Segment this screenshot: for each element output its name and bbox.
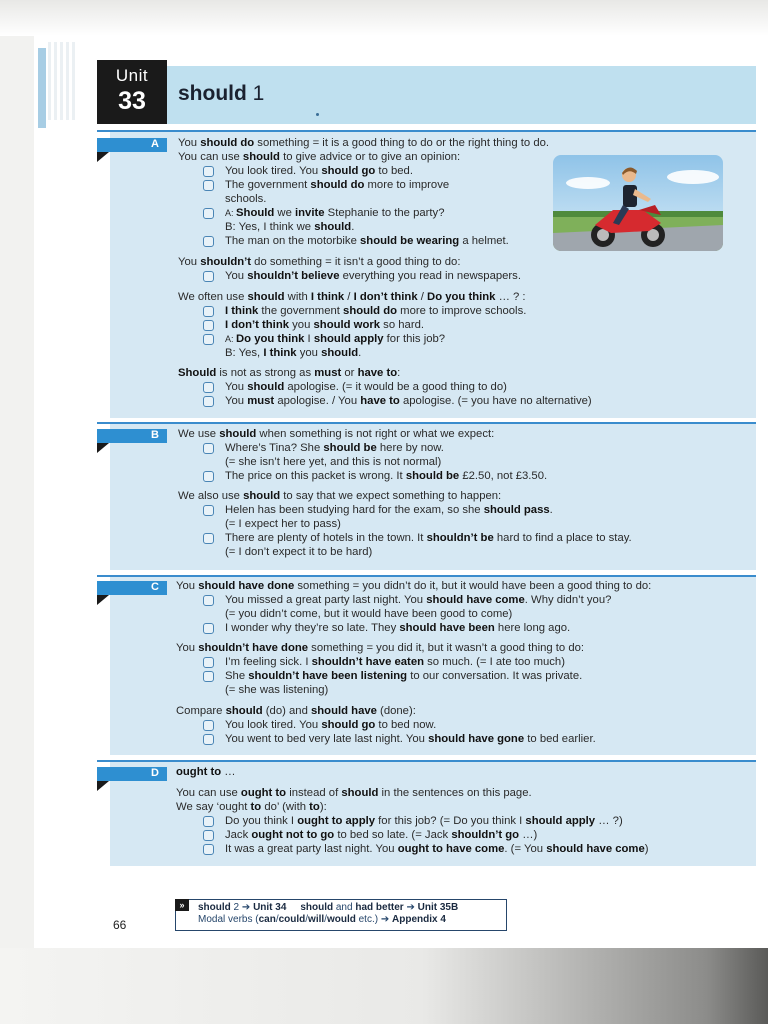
a-example-8b: B: Yes, I think you should.: [225, 347, 362, 359]
c-example-1: You missed a great party last night. You should have come. Why didn’t you?: [225, 594, 612, 606]
c-example-4: She shouldn’t have been listening to our conversation. It was private.: [225, 670, 583, 682]
a-example-3b: B: Yes, I think we should.: [225, 221, 355, 233]
tape-sticker: [48, 42, 78, 120]
unit-badge: [97, 60, 167, 124]
c-line-2: You shouldn’t have done something = you did it, but it wasn’t a good thing to do:: [176, 642, 585, 654]
section-a-rule: [97, 130, 756, 132]
page-number: 66: [113, 918, 127, 932]
checkbox[interactable]: [203, 720, 214, 731]
section-a-marker: [97, 152, 109, 162]
title-dot: [316, 113, 319, 116]
checkbox[interactable]: [203, 396, 214, 407]
a-line-think: We often use should with I think / I don’t think / Do you think … ? :: [178, 291, 526, 303]
c-example-3: I’m feeling sick. I shouldn’t have eaten so much. (= I ate too much): [225, 656, 565, 668]
a-line-shouldnt: You shouldn’t do something = it isn’t a good thing to do:: [178, 256, 461, 268]
d-example-2: Jack ought not to go to bed so late. (= Jack shouldn’t go …): [225, 829, 538, 841]
a-line-strength: Should is not as strong as must or have to:: [178, 367, 401, 379]
checkbox[interactable]: [203, 236, 214, 247]
checkbox[interactable]: [203, 271, 214, 282]
a-example-10: You must apologise. / You have to apologise. (= you have no alternative): [225, 395, 592, 407]
checkbox[interactable]: [203, 533, 214, 544]
section-b-rule: [97, 422, 756, 424]
a-example-8a: A: Do you think I should apply for this job?: [225, 333, 446, 345]
section-c-marker: [97, 595, 109, 605]
section-b-marker: [97, 443, 109, 453]
checkbox[interactable]: [203, 505, 214, 516]
b-line-2: We also use should to say that we expect something to happen:: [178, 490, 502, 502]
a-example-7: I don’t think you should work so hard.: [225, 319, 425, 331]
c-example-1-note: (= you didn’t come, but it would have been good to come): [225, 608, 513, 620]
a-example-5: You shouldn’t believe everything you read in newspapers.: [225, 270, 521, 282]
a-example-2: The government should do more to improve: [225, 179, 450, 191]
b-example-4: There are plenty of hotels in the town. It shouldn’t be hard to find a place to stay.: [225, 532, 632, 544]
checkbox[interactable]: [203, 180, 214, 191]
a-example-4: The man on the motorbike should be wearing a helmet.: [225, 235, 509, 247]
checkbox[interactable]: [203, 830, 214, 841]
c-example-6: You went to bed very late last night. You should have gone to bed earlier.: [225, 733, 596, 745]
checkbox[interactable]: [203, 166, 214, 177]
a-example-2-cont: schools.: [225, 193, 267, 205]
b-example-1: Where’s Tina? She should be here by now.: [225, 442, 444, 454]
section-d-label: D: [97, 767, 167, 781]
double-arrow-icon: »: [175, 899, 189, 911]
checkbox[interactable]: [203, 671, 214, 682]
unit-number: 33: [118, 87, 146, 115]
scan-top-shadow: [0, 0, 768, 36]
checkbox[interactable]: [203, 734, 214, 745]
d-example-1: Do you think I ought to apply for this job? (= Do you think I should apply … ?): [225, 815, 623, 827]
checkbox[interactable]: [203, 208, 214, 219]
a-line-2: You can use should to give advice or to give an opinion:: [178, 151, 461, 163]
d-example-3: It was a great party last night. You ought to have come. (= You should have come): [225, 843, 649, 855]
section-d-marker: [97, 781, 109, 791]
checkbox[interactable]: [203, 595, 214, 606]
c-line-1: You should have done something = you didn’t do it, but it would have been a good thing to do:: [176, 580, 652, 592]
a-example-6: I think the government should do more to improve schools.: [225, 305, 527, 317]
a-line-1: You should do something = it is a good thing to do or the right thing to do.: [178, 137, 550, 149]
page-edge-strip: [38, 48, 46, 128]
d-line-2: We say ‘ought to do’ (with to):: [176, 801, 327, 813]
motorbike-illustration: [553, 155, 723, 251]
d-line-1: You can use ought to instead of should in the sentences on this page.: [176, 787, 532, 799]
b-line-1: We use should when something is not right or what we expect:: [178, 428, 495, 440]
c-example-5: You look tired. You should go to bed now.: [225, 719, 437, 731]
ref-line-1[interactable]: should 2 ➔ Unit 34 should and had better ➔ Unit 35B: [198, 902, 459, 913]
b-example-1-note: (= she isn’t here yet, and this is not normal): [225, 456, 442, 468]
checkbox[interactable]: [203, 623, 214, 634]
section-a-label: A: [97, 138, 167, 152]
checkbox[interactable]: [203, 844, 214, 855]
b-example-4-note: (= I don’t expect it to be hard): [225, 546, 373, 558]
checkbox[interactable]: [203, 382, 214, 393]
c-example-2: I wonder why they’re so late. They should have been here long ago.: [225, 622, 571, 634]
checkbox[interactable]: [203, 816, 214, 827]
scan-bottom-shadow: [0, 948, 768, 1024]
checkbox[interactable]: [203, 320, 214, 331]
a-example-9: You should apologise. (= it would be a good thing to do): [225, 381, 507, 393]
section-c-rule: [97, 575, 756, 577]
unit-word: Unit: [115, 66, 149, 85]
section-d-rule: [97, 760, 756, 762]
a-example-1: You look tired. You should go to bed.: [225, 165, 413, 177]
ref-line-2[interactable]: Modal verbs (can/could/will/would etc.) ➔ Appendix 4: [198, 914, 446, 925]
checkbox[interactable]: [203, 471, 214, 482]
c-example-4-note: (= she was listening): [225, 684, 329, 696]
a-example-3a: A: Should we invite Stephanie to the party?: [225, 207, 445, 219]
checkbox[interactable]: [203, 306, 214, 317]
checkbox[interactable]: [203, 443, 214, 454]
page-title: should 1: [178, 82, 265, 105]
checkbox[interactable]: [203, 334, 214, 345]
section-c-label: C: [97, 581, 167, 595]
d-heading: ought to …: [176, 766, 236, 778]
c-line-3: Compare should (do) and should have (done):: [176, 705, 416, 717]
b-example-3-note: (= I expect her to pass): [225, 518, 341, 530]
b-example-3: Helen has been studying hard for the exam, so she should pass.: [225, 504, 553, 516]
section-b-label: B: [97, 429, 167, 443]
checkbox[interactable]: [203, 657, 214, 668]
b-example-2: The price on this packet is wrong. It should be £2.50, not £3.50.: [225, 470, 548, 482]
